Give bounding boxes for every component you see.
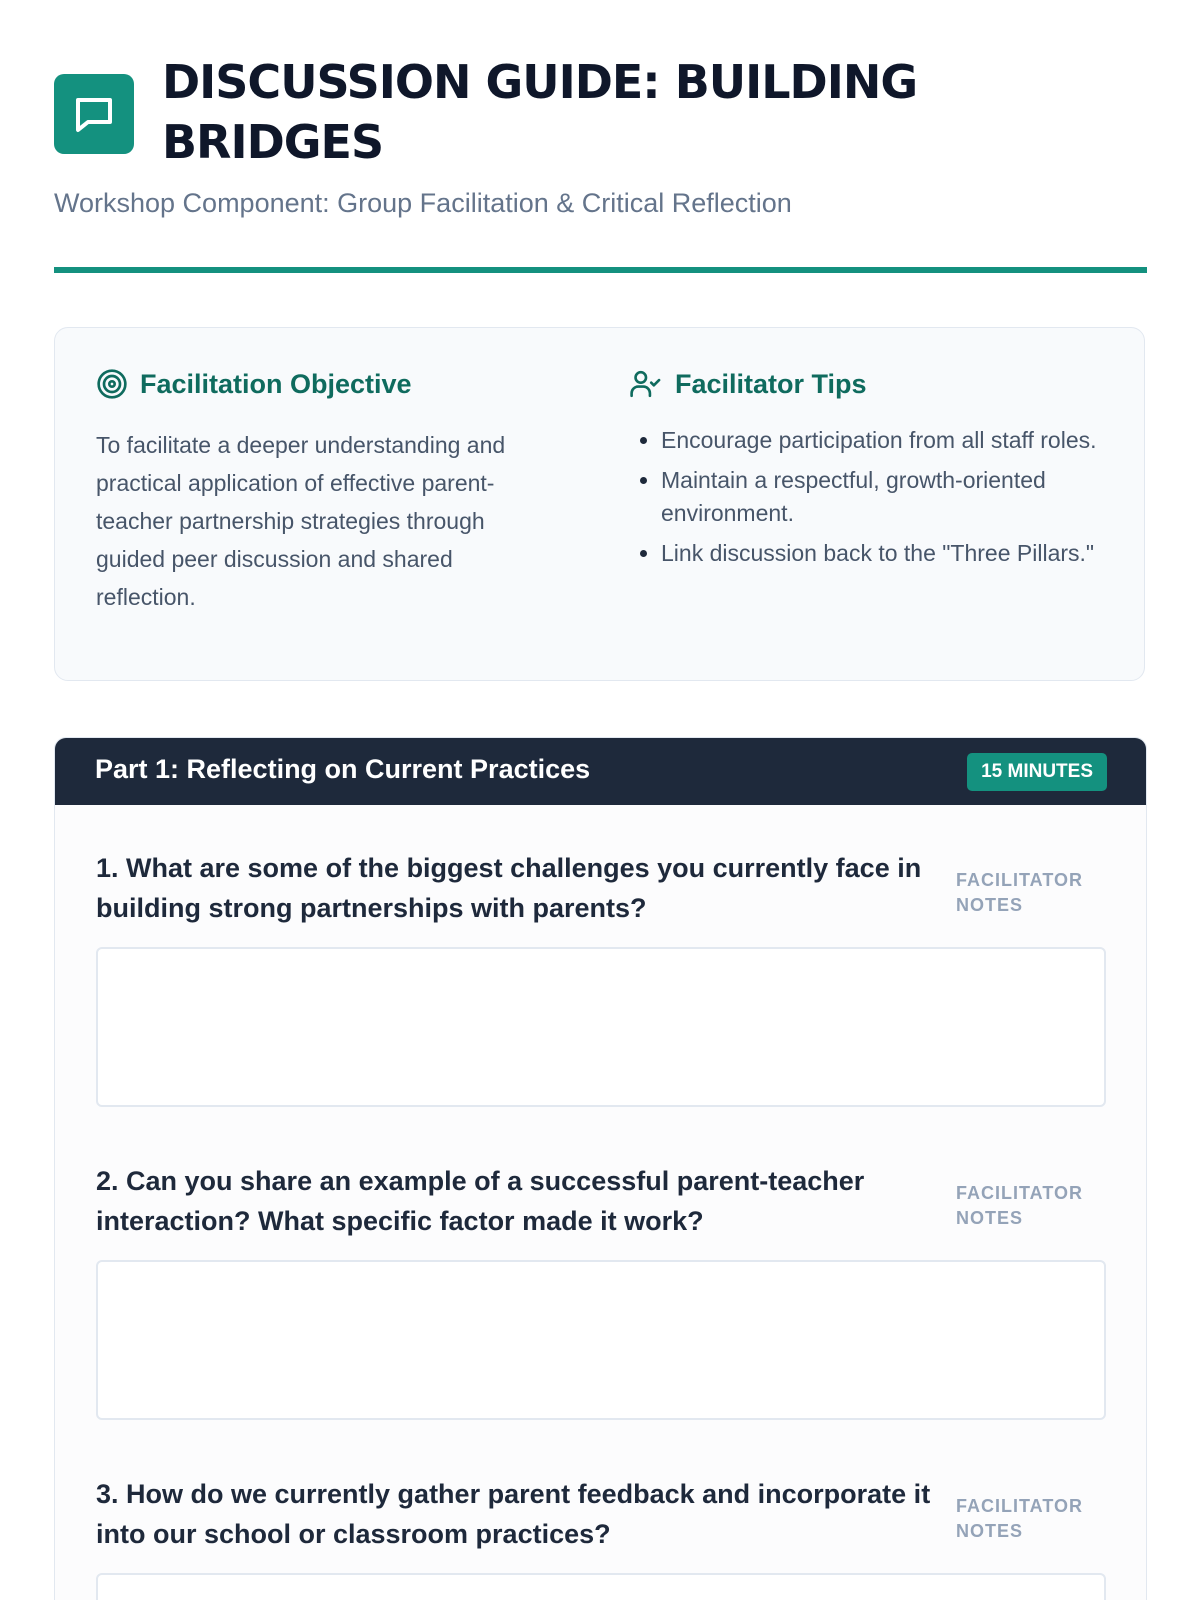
page-subtitle: Workshop Component: Group Facilitation & Critical Reflection [54,188,792,218]
tip-item: • Link discussion back to the "Three Pillars." [661,537,1099,570]
objective-text: To facilitate a deeper understanding and practical application of effective parent-teacher partnership strategies through guided peer discussion and shared reflection. [96,432,506,610]
tips-list [629,424,1099,570]
page-title: DISCUSSION GUIDE: BUILDING BRIDGES [162,55,918,169]
answer-field[interactable] [96,947,1106,1107]
tips-heading-label: Facilitator Tips [675,368,867,399]
question-text: 1. What are some of the biggest challenges you currently face in building strong partnerships with parents? [96,853,922,923]
objective-panel [96,366,551,616]
answer-field[interactable] [96,1260,1106,1420]
user-check-icon [629,368,663,400]
chat-bubble-icon [70,90,118,138]
target-icon [96,368,128,400]
info-card [54,327,1145,681]
tips-heading [629,366,1099,402]
section-title: Part 1: Reflecting on Current Practices [95,754,591,784]
objective-heading-label: Facilitation Objective [140,368,412,399]
section-header [55,738,1146,805]
facilitator-notes-label: FACILITATOR NOTES [956,870,1083,915]
logo [54,74,134,154]
answer-field[interactable] [96,1573,1106,1600]
objective-heading [96,366,551,402]
discussion-section [54,737,1147,1600]
tips-panel [629,366,1099,577]
question-text: 3. How do we currently gather parent feedback and incorporate it into our school or classroom practices? [96,1479,931,1549]
time-badge: 15 MINUTES [967,753,1107,791]
tip-item: • Encourage participation from all staff roles. [661,424,1099,457]
header-divider [54,267,1147,273]
question-text: 2. Can you share an example of a successful parent-teacher interaction? What specific factor made it work? [96,1166,865,1236]
facilitator-notes-label: FACILITATOR NOTES [956,1496,1083,1541]
facilitator-notes-label: FACILITATOR NOTES [956,1183,1083,1228]
tip-item: • Maintain a respectful, growth-oriented environment. [661,464,1099,530]
